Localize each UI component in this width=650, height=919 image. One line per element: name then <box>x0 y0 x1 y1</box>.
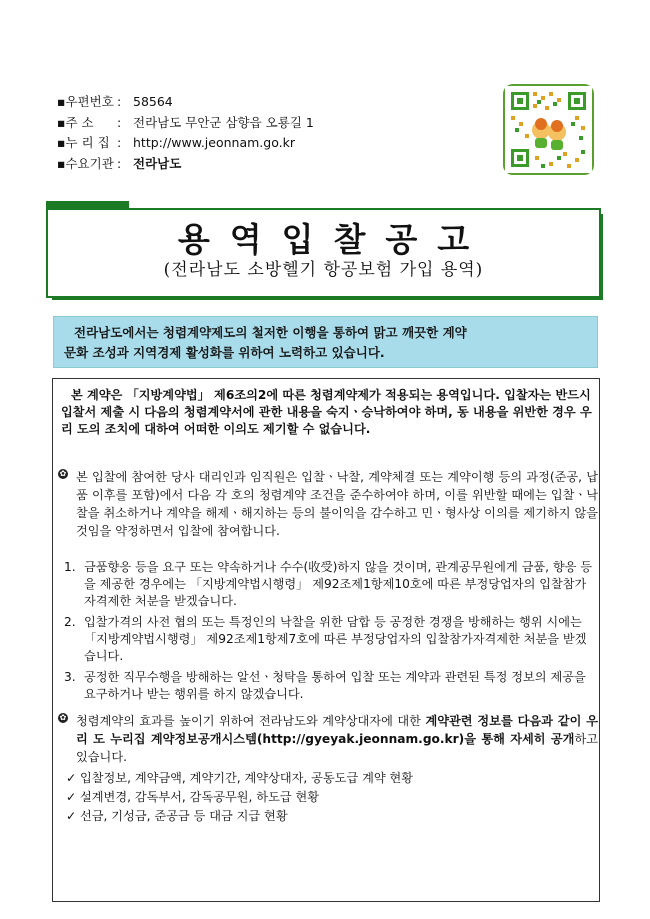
checkmark-icon: ✓ <box>66 809 77 823</box>
banner-line-2: 문화 조성과 지역경제 활성화를 위하여 노력하고 있습니다. <box>64 345 385 360</box>
item-number: 2. <box>64 615 76 629</box>
check-item <box>66 769 413 788</box>
web-label: ▪누 리 집 <box>57 135 110 150</box>
section-1-text: 본 입찰에 참여한 당사 대리인과 임직원은 입찰ㆍ낙찰, 계약체결 또는 계약이행 등의 과정(준공, 납품 이후를 포함)에서 다음 각 호의 청렴계약 조건을 준수하여야 하며, 이를 위반할 때에는 입찰ㆍ낙찰을 취소하거나 계약을 해제ㆍ해지하는 등의 불이익을 감수하고 민ㆍ형사상 이의를 제기하지 않을 것임을 약정하면서 입찰에 참여합니다. <box>76 470 598 538</box>
postal-row <box>57 92 314 113</box>
integrity-banner <box>53 316 598 368</box>
checkmark-icon: ✓ <box>66 790 77 804</box>
agency-row <box>57 154 314 175</box>
flower-bullet-icon: ✿ <box>59 713 67 722</box>
qr-code-icon <box>503 84 594 175</box>
postal-colon: : <box>117 94 122 109</box>
address-value: 전라남도 무안군 삼향읍 오룡길 1 <box>133 114 314 130</box>
list-item <box>64 614 594 665</box>
checkmark-icon: ✓ <box>66 771 77 785</box>
check-item-text: 선금, 기성금, 준공금 등 대금 지급 현황 <box>80 809 288 823</box>
agency-label: ▪수요기관 <box>57 155 114 171</box>
check-item-text: 설계변경, 감독부서, 감독공무원, 하도급 현황 <box>80 790 320 804</box>
list-item <box>64 559 594 610</box>
check-item <box>66 807 413 826</box>
flower-bullet-icon: ✿ <box>59 469 67 478</box>
agency-colon: : <box>117 155 122 171</box>
postal-value: 58564 <box>133 94 173 109</box>
banner-line-1: 전라남도에서는 청렴계약제도의 철저한 이행을 통하여 맑고 깨끗한 계약 <box>74 325 467 340</box>
intro-text <box>61 387 597 438</box>
section-1-items <box>64 559 594 707</box>
agency-value: 전라남도 <box>133 155 182 171</box>
section-2-text-c: 하고 있습니다. <box>76 732 598 764</box>
intro-paragraph: 본 계약은 「지방계약법」 제6조의2에 따른 청렴계약제가 적용되는 용역입니다. 입찰자는 반드시 입찰서 제출 시 다음의 청렴계약서에 관한 내용을 숙지ㆍ승낙하여야 하며, 동 내용을 위반한 경우 우리 도의 조치에 대하여 어떠한 이의도 제기할 수 없습니다. <box>61 388 592 436</box>
item-text: 공정한 직무수행을 방해하는 알선ㆍ청탁을 통하여 입찰 또는 계약과 관련된 특정 정보의 제공을 요구하거나 받는 행위를 하지 않겠습니다. <box>84 670 586 701</box>
disclosure-list <box>66 769 413 826</box>
web-colon: : <box>117 135 122 150</box>
item-number: 3. <box>64 670 76 684</box>
item-number: 1. <box>64 560 76 574</box>
section-2-text-a: 청렴계약의 효과를 높이기 위하여 전라남도와 계약상대자에 대한 <box>76 714 426 728</box>
postal-label: ▪우편번호 <box>57 94 114 109</box>
web-link[interactable]: http://www.jeonnam.go.kr <box>133 135 295 150</box>
list-item <box>64 669 594 703</box>
address-label: ▪주 소 <box>57 114 94 130</box>
section-2-text <box>76 712 598 766</box>
section-2-text-b: 계약관련 정보를 다음과 같이 우리 도 누리집 계약정보공개시스템(http://gyeyak.jeonnam.go.kr)을 통해 자세히 공개 <box>76 714 598 746</box>
page-subtitle: (전라남도 소방헬기 항공보험 가입 용역) <box>163 260 484 280</box>
address-row <box>57 113 314 134</box>
title-shadow-bottom <box>52 296 603 300</box>
section-2 <box>58 712 598 766</box>
web-row <box>57 133 314 154</box>
item-text: 금품향응 등을 요구 또는 약속하거나 수수(收受)하지 않을 것이며, 관계공무원에게 금품, 향응 등을 제공한 경우에는 「지방계약법시행령」 제92조제1항제10호에 따른 부정당업자의 입찰참가자격제한 처분을 받겠습니다. <box>84 560 593 608</box>
contact-info <box>57 92 314 174</box>
page-title: 용역입찰공고 <box>177 220 490 259</box>
check-item-text: 입찰정보, 계약금액, 계약기간, 계약상대자, 공동도급 계약 현황 <box>80 771 414 785</box>
item-text: 입찰가격의 사전 협의 또는 특정인의 낙찰을 위한 담합 등 공정한 경쟁을 방해하는 행위 시에는 「지방계약법시행령」 제92조제1항제7호에 따른 부정당업자의 입찰참가자격제한 처분을 받겠습니다. <box>84 615 587 663</box>
check-item <box>66 788 413 807</box>
section-1 <box>58 468 598 540</box>
address-colon: : <box>117 114 122 130</box>
